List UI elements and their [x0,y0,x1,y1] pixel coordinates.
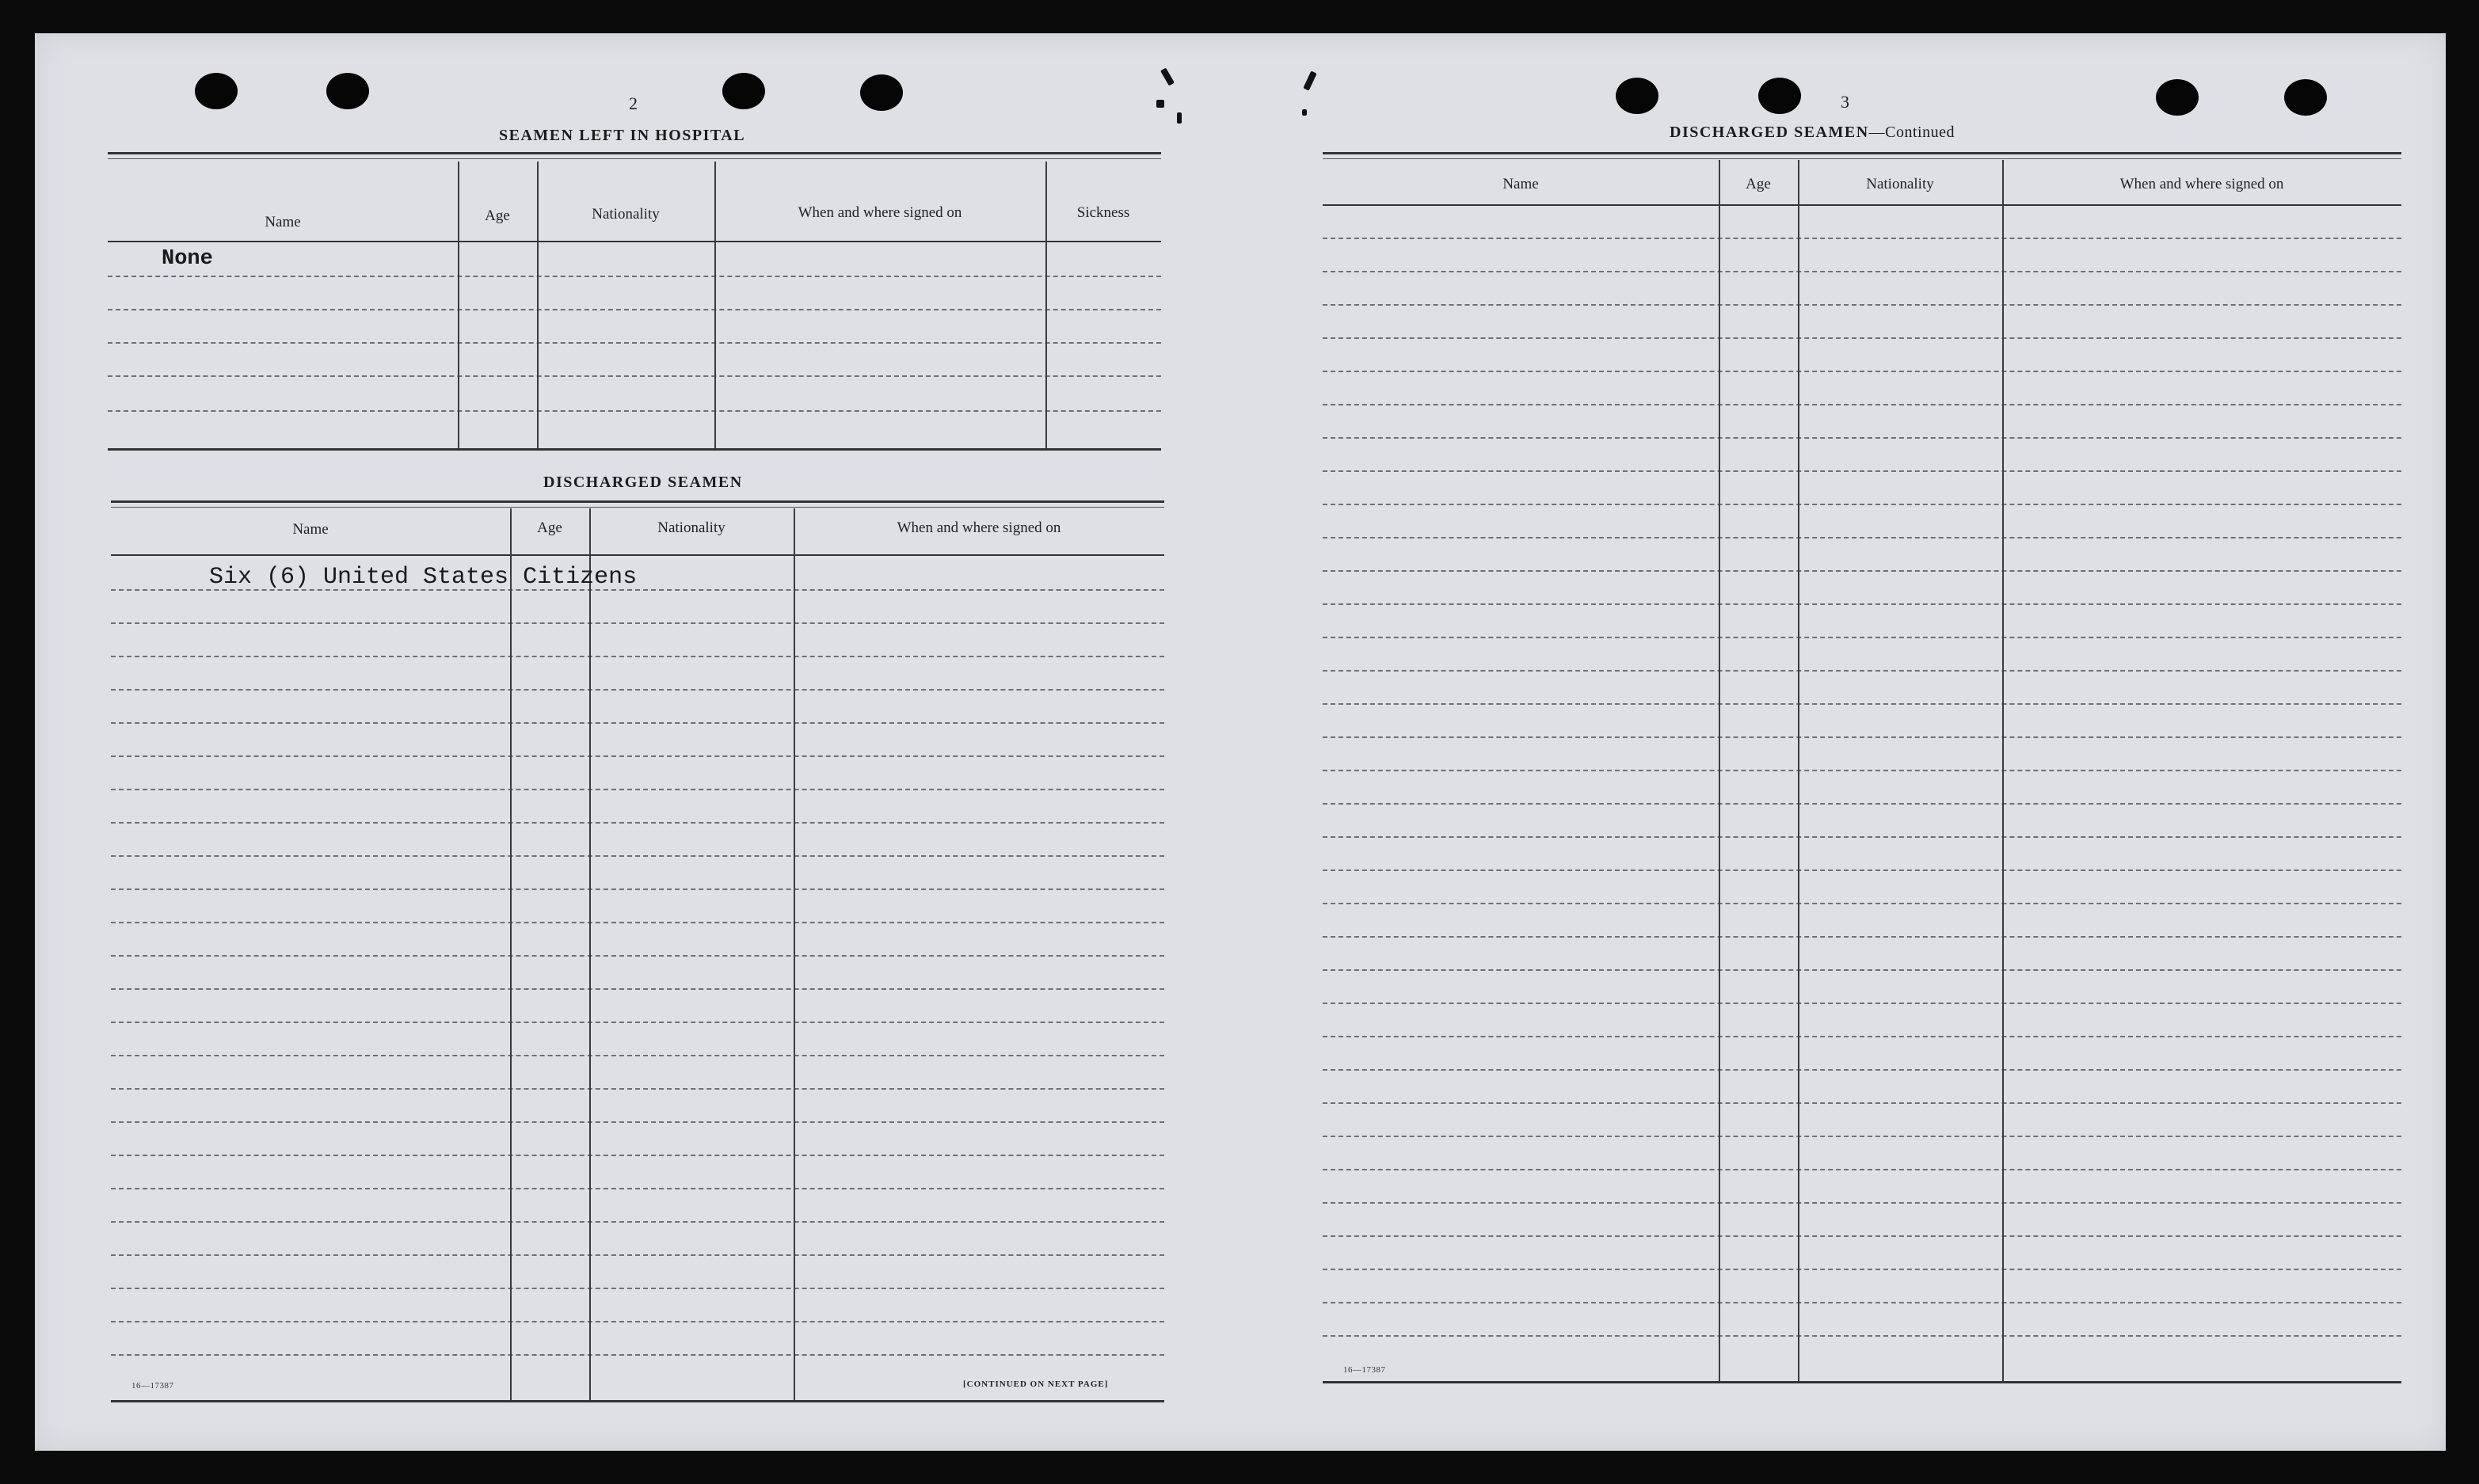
binding-mark [1160,67,1175,86]
right-col-nationality: Nationality [1866,176,1934,192]
binding-mark [1303,70,1316,90]
right-section-title [1670,124,1955,142]
discharged-table [111,500,1164,1411]
hospital-col-age: Age [485,207,510,224]
punch-hole [2284,79,2327,116]
left-page-number: 2 [629,93,638,113]
punch-hole [326,73,369,109]
punch-hole [2156,79,2199,116]
right-col-name: Name [1502,176,1539,192]
right-col-age: Age [1746,176,1771,192]
left-form-code: 16—17387 [131,1381,174,1391]
punch-hole [195,73,238,109]
binding-mark [1177,112,1182,124]
hospital-entry-text: None [162,247,213,271]
binding-mark [1302,109,1307,116]
discharged-continued-table [1323,152,2401,1395]
right-form-code: 16—17387 [1343,1365,1386,1375]
punch-hole [722,73,765,109]
hospital-col-name: Name [265,214,301,230]
punch-hole [1758,78,1801,114]
hospital-col-when-where: When and where signed on [798,204,962,221]
document-sheet [35,33,2446,1451]
right-section-title-cont: —Continued [1868,124,1955,141]
continued-note: [CONTINUED ON NEXT PAGE] [963,1379,1109,1389]
right-page-number: 3 [1841,92,1849,112]
discharged-col-age: Age [537,519,562,536]
punch-hole [1616,78,1658,114]
discharged-col-name: Name [292,521,329,538]
discharged-section-title: DISCHARGED SEAMEN [543,474,743,491]
punch-hole [860,74,903,111]
hospital-section-title: SEAMEN LEFT IN HOSPITAL [499,127,746,144]
right-col-when-where: When and where signed on [2119,176,2284,192]
right-section-title-main: DISCHARGED SEAMEN [1670,124,1869,141]
binding-mark [1156,100,1164,108]
hospital-table [108,152,1161,461]
discharged-col-when-where: When and where signed on [897,519,1061,536]
discharged-col-nationality: Nationality [657,519,725,536]
hospital-col-nationality: Nationality [592,206,660,223]
hospital-col-sickness: Sickness [1076,204,1130,221]
discharged-entry-text: Six (6) United States Citizens [209,564,638,591]
